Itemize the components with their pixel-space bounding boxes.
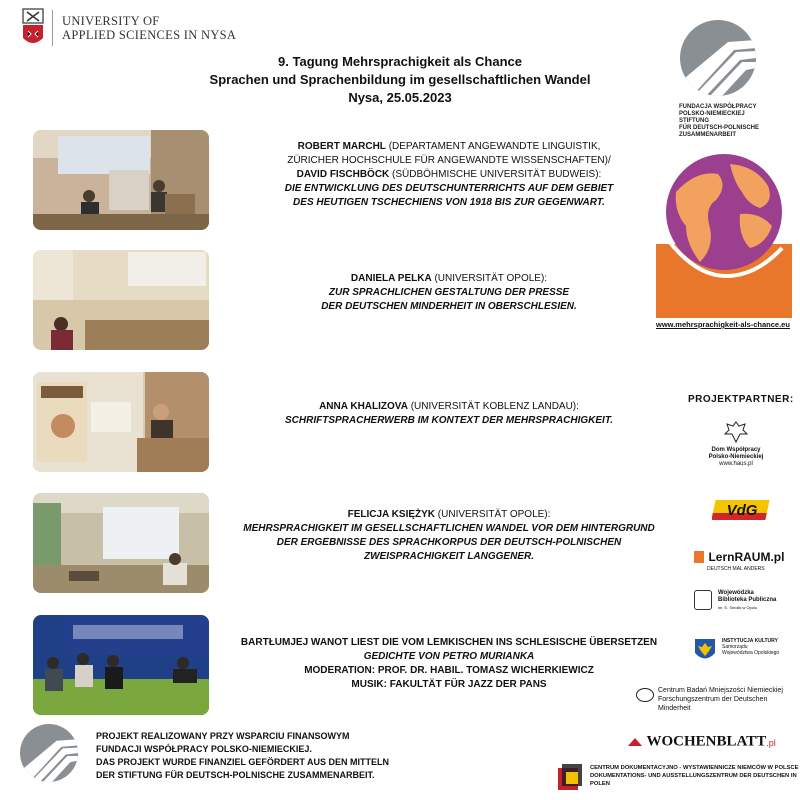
- partner-wochenblatt: WOCHENBLATT.pl: [628, 733, 776, 751]
- wbp-book-icon: [694, 590, 712, 610]
- header-divider: [52, 10, 53, 46]
- cbmn-icon: [636, 688, 654, 702]
- lernraum-icon: [694, 551, 704, 563]
- partner-cbmn: Centrum Badań Mniejszości Niemieckiej Forschungszentrum der Deutschen Minderheit: [636, 686, 800, 713]
- talk-2: DANIELA PELKA (UNIVERSITÄT OPOLE): ZUR SPRACHLICHEN GESTALTUNG DER PRESSE DER DEUTSCHEN MINDERHEIT IN OBERSCHLESIEN.: [321, 273, 577, 312]
- wochenblatt-roof-icon: [628, 738, 642, 746]
- talk-3: ANNA KHALIZOVA (UNIVERSITÄT KOBLENZ LANDAU): SCHRIFTSPRACHERWERB IM KONTEXT DER MEHRSPRACHIGKEIT.: [285, 401, 613, 426]
- globe-logo-icon: [656, 152, 792, 318]
- funding-note: PROJEKT REALIZOWANY PRZY WSPARCIU FINANSOWYM FUNDACJI WSPÓŁPRACY POLSKO-NIEMIECKIEJ. DAS PROJEKT WURDE FINANZIEL GEFÖRDERT AUS DEN MITTELN DER STIFTUNG FÜR DEUTSCH-POLNISCHE ZUSAMMENARBEIT.: [96, 731, 390, 780]
- foundation-name: FUNDACJA WSPÓŁPRACY POLSKO-NIEMIECKIEJ STIFTUNG FÜR DEUTSCH-POLNISCHE ZUSAMMENARBEIT: [679, 104, 760, 138]
- partner-lernraum: LernRAUM.pl DEUTSCH MAL ANDERS: [694, 548, 784, 572]
- partner-vdg: [712, 498, 774, 522]
- photo-reading-event: [33, 615, 209, 715]
- dok-logo-icon: [558, 764, 584, 790]
- footer-foundation-logo-icon: [20, 724, 78, 782]
- photo-lecture-4: [33, 493, 209, 593]
- haus-eagle-icon: [723, 420, 749, 444]
- page-title: 9. Tagung Mehrsprachigkeit als Chance Sprachen und Sprachenbildung im gesellschaftlichen Wandel Nysa, 25.05.2023: [209, 54, 591, 105]
- opole-coat-icon: [694, 638, 716, 664]
- talk-1: ROBERT MARCHL (DEPARTAMENT ANGEWANDTE LINGUISTIK, ZÜRICHER HOCHSCHULE FÜR ANGEWANDTE WISSENSCHAFTEN)/ DAVID FISCHBÖCK (SÜDBÖHMISCHE UNIVERSITÄT BUDWEIS): DIE ENTWICKLUNG DES DEUTSCHUNTERRICHTS AUF DEM GEBIET DES HEUTIGEN TSCHECHIENS VON 1918 BIS ZUR GEGENWART.: [284, 141, 614, 208]
- partner-inst-kultury: INSTYTUCJA KULTURY Samorządu Województwa Opolskiego: [694, 638, 779, 656]
- partner-haus: Dom Współpracy Polsko-Niemieckiej www.haus.pl: [690, 420, 782, 468]
- partner-dokumentation: CENTRUM DOKUMENTACYJNO - WYSTAWIENNICZE NIEMCÓW W POLSCE DOKUMENTATIONS- UND AUSSTELLUNGSZENTRUM DER DEUTSCHEN IN POLEN: [558, 764, 800, 788]
- photo-lecture-3: [33, 372, 209, 472]
- university-crest-icon: [22, 8, 44, 48]
- university-name: UNIVERSITY OF APPLIED SCIENCES IN NYSA: [62, 14, 237, 42]
- partner-wbp: Wojewódzka Biblioteka Publiczna im. E. Smołki w Opolu: [694, 590, 776, 611]
- photo-lecture-2: [33, 250, 209, 350]
- svg-text:VdG: VdG: [726, 502, 758, 519]
- photo-lecture-1: [33, 130, 209, 230]
- talk-5: BARTŁUMJEJ WANOT LIEST DIE VOM LEMKISCHEN INS SCHLESISCHE ÜBERSETZEN GEDICHTE VON PETRO MURIANKA MODERATION: PROF. DR. HABIL. TOMASZ WICHERKIEWICZ MUSIK: FAKULTÄT FÜR JAZZ DER PANS: [240, 637, 658, 690]
- talk-4: FELICJA KSIĘŻYK (UNIVERSITÄT OPOLE): MEHRSPRACHIGKEIT IM GESELLSCHAFTLICHEN WANDEL VOR DEM HINTERGRUND DER ERGEBNISSE DES SPRACHKORPUS DER DEUTSCH-POLNISCHEN ZWEISPRACHIGKEIT LANGGENER.: [243, 509, 655, 562]
- partners-heading: PROJEKTPARTNER:: [688, 394, 794, 405]
- foundation-logo-icon: [680, 20, 756, 96]
- vdg-logo-icon: [712, 498, 774, 522]
- website-link[interactable]: www.mehrsprachigkeit-als-chance.eu: [656, 320, 790, 329]
